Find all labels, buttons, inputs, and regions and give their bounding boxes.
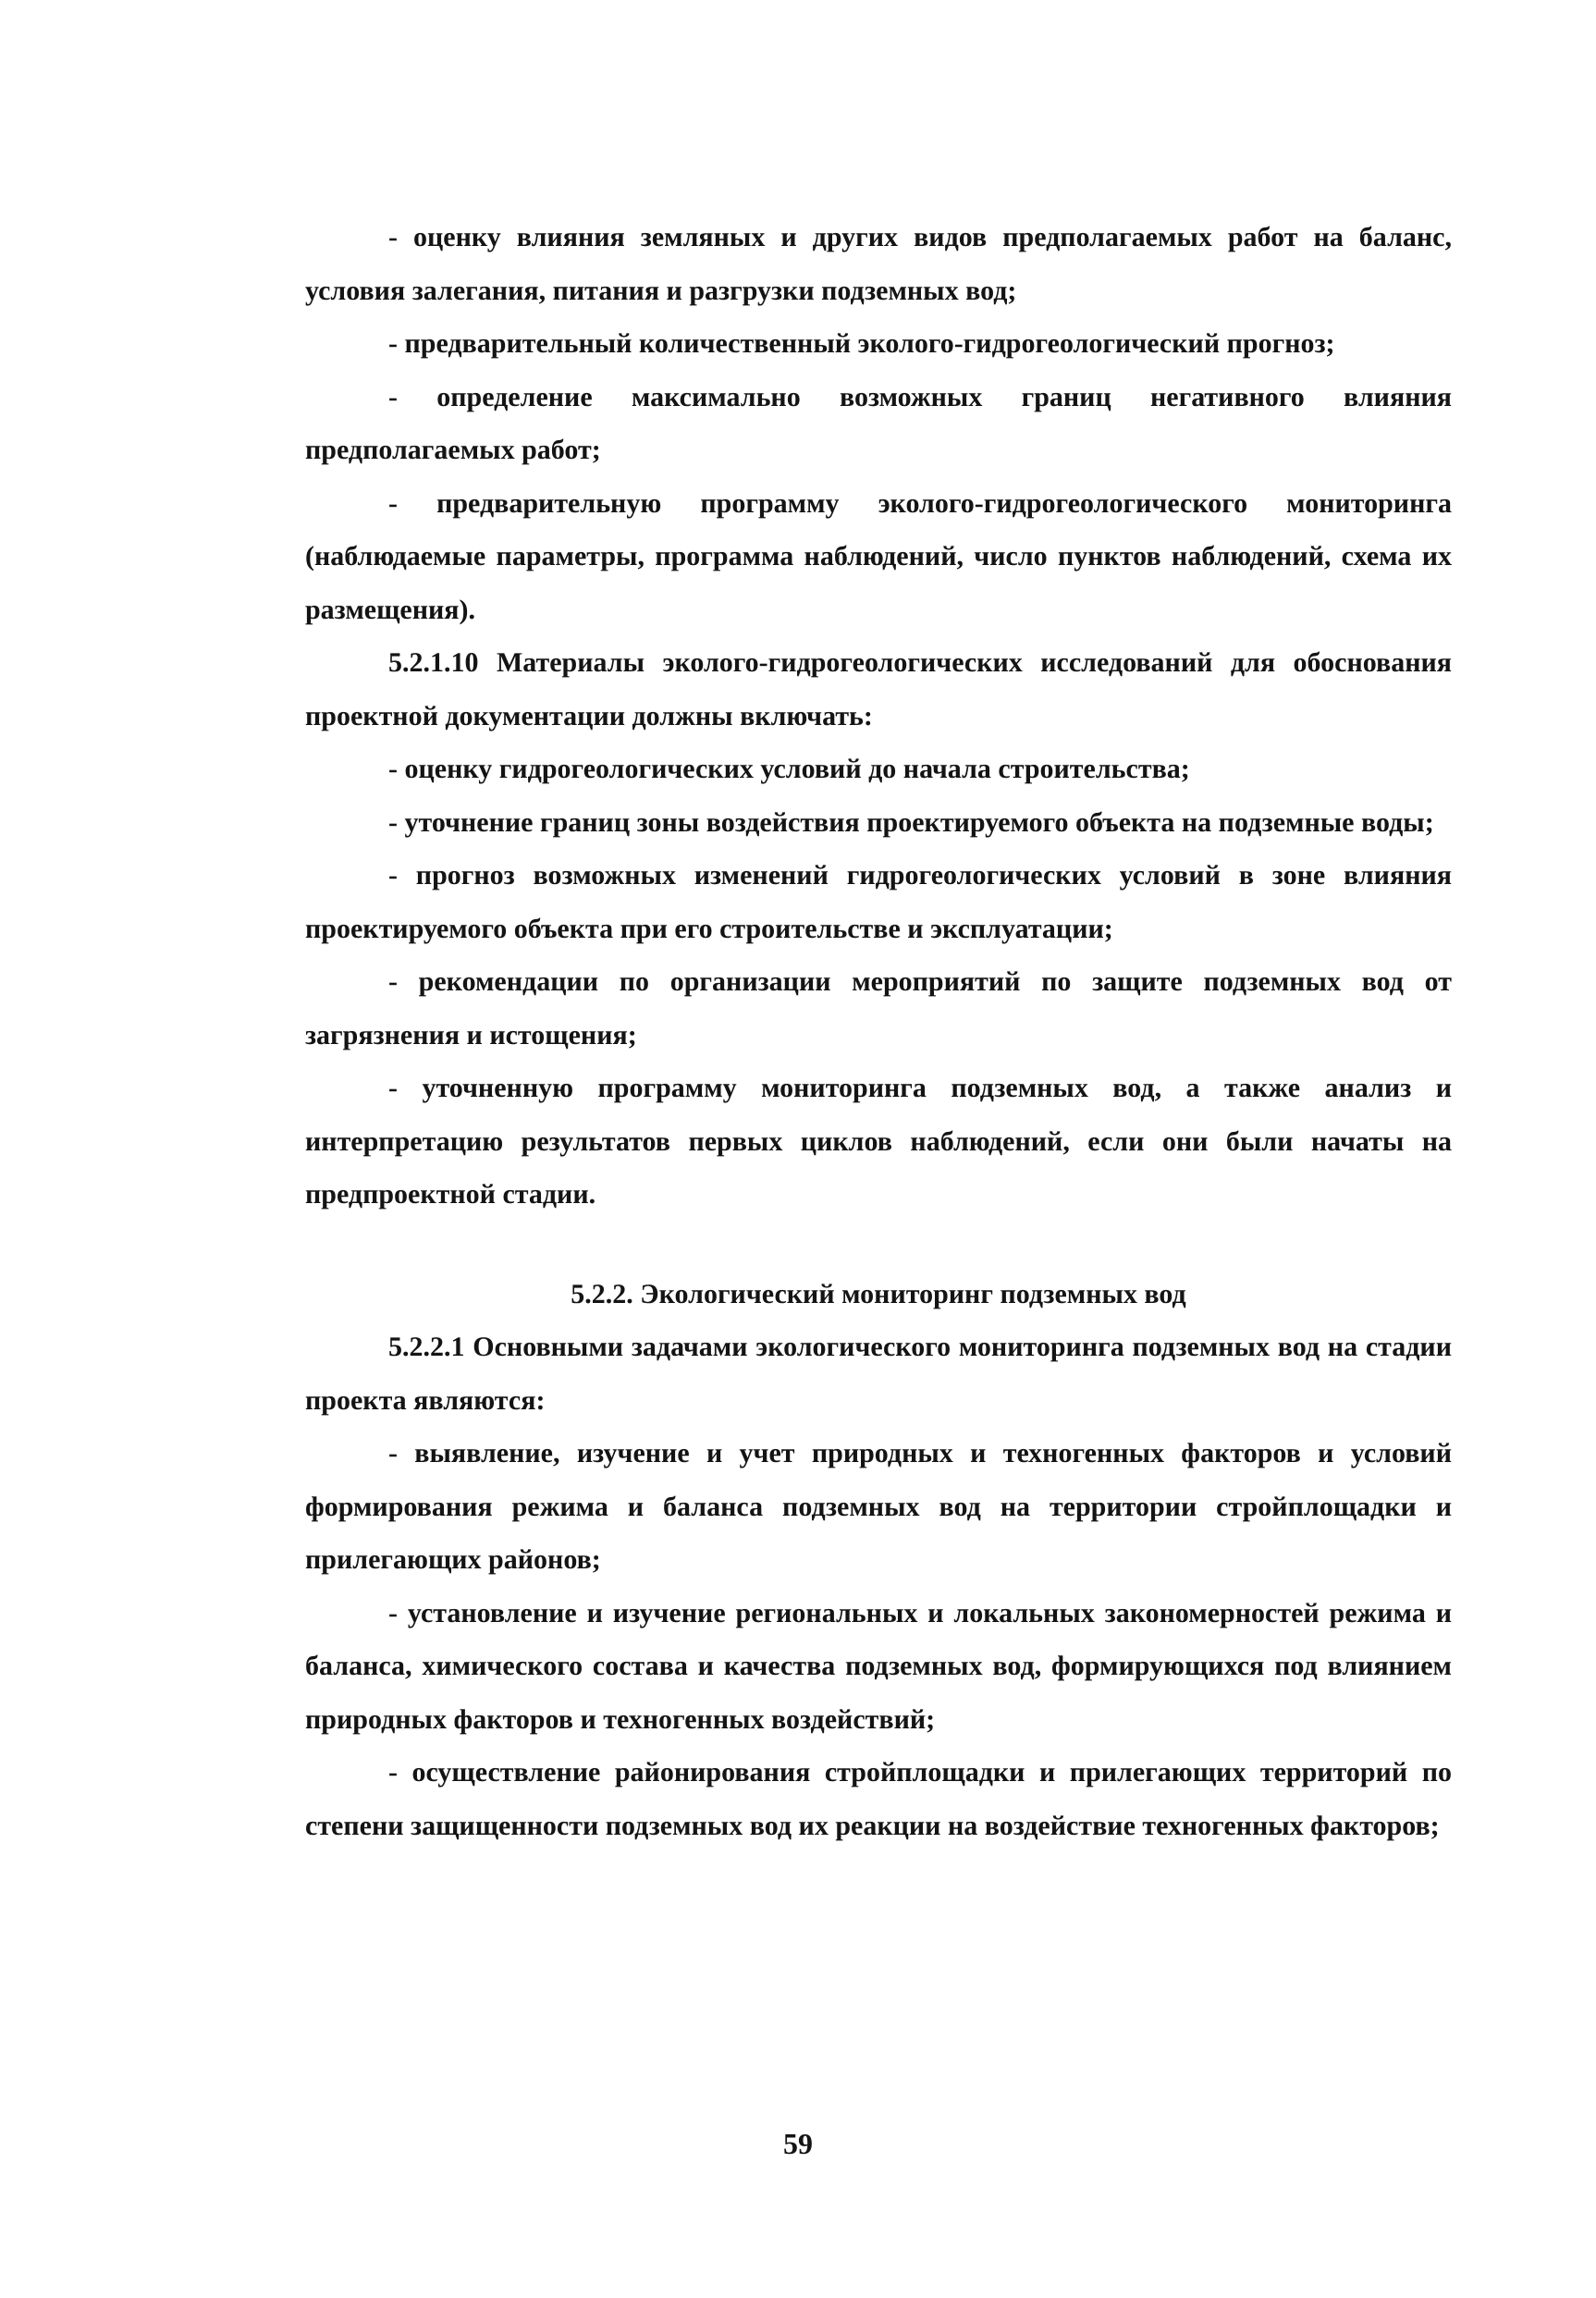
paragraph: - уточнение границ зоны воздействия проектируемого объекта на подземные воды;	[388, 806, 1434, 838]
paragraph: 5.2.1.10 Материалы эколого-гидрогеологических исследований для обоснования проектной документации должны включать:	[305, 647, 1452, 731]
paragraph: - уточненную программу мониторинга подземных вод, а также анализ и интерпретацию результатов первых циклов наблюдений, если они были начаты на предпроектной стадии.	[305, 1073, 1452, 1210]
paragraph: - установление и изучение региональных и локальных закономерностей режима и баланса, химического состава и качества подземных вод, формирующихся под влиянием природных факторов и техногенных воздействий;	[305, 1597, 1452, 1735]
paragraph: - прогноз возможных изменений гидрогеологических условий в зоне влияния проектируемого объекта при его строительстве и эксплуатации;	[305, 860, 1452, 944]
paragraph: - определение максимально возможных границ негативного влияния предполагаемых работ;	[305, 381, 1452, 465]
paragraph: 5.2.2.1 Основными задачами экологического мониторинга подземных вод на стадии проекта являются:	[305, 1332, 1452, 1416]
paragraph: - предварительный количественный эколого-гидрогеологический прогноз;	[388, 328, 1335, 359]
page-number: 59	[783, 2127, 813, 2160]
paragraph: - предварительную программу эколого-гидрогеологического мониторинга (наблюдаемые параметры, программа наблюдений, число пунктов наблюдений, схема их размещения).	[305, 487, 1452, 625]
paragraph: - осуществление районирования стройплощадки и прилегающих территорий по степени защищенности подземных вод их реакции на воздействие техногенных факторов;	[305, 1757, 1452, 1841]
paragraph: - рекомендации по организации мероприятий по защите подземных вод от загрязнения и истощения;	[305, 966, 1452, 1051]
paragraph: - оценку влияния земляных и других видов предполагаемых работ на баланс, условия залегания, питания и разгрузки подземных вод;	[305, 222, 1452, 306]
section-heading: 5.2.2. Экологический мониторинг подземных вод	[571, 1278, 1186, 1309]
paragraph: - выявление, изучение и учет природных и техногенных факторов и условий формирования режима и баланса подземных вод на территории стройплощадки и прилегающих районов;	[305, 1438, 1452, 1575]
paragraph: - оценку гидрогеологических условий до начала строительства;	[388, 754, 1190, 784]
page-body	[305, 211, 1452, 1852]
